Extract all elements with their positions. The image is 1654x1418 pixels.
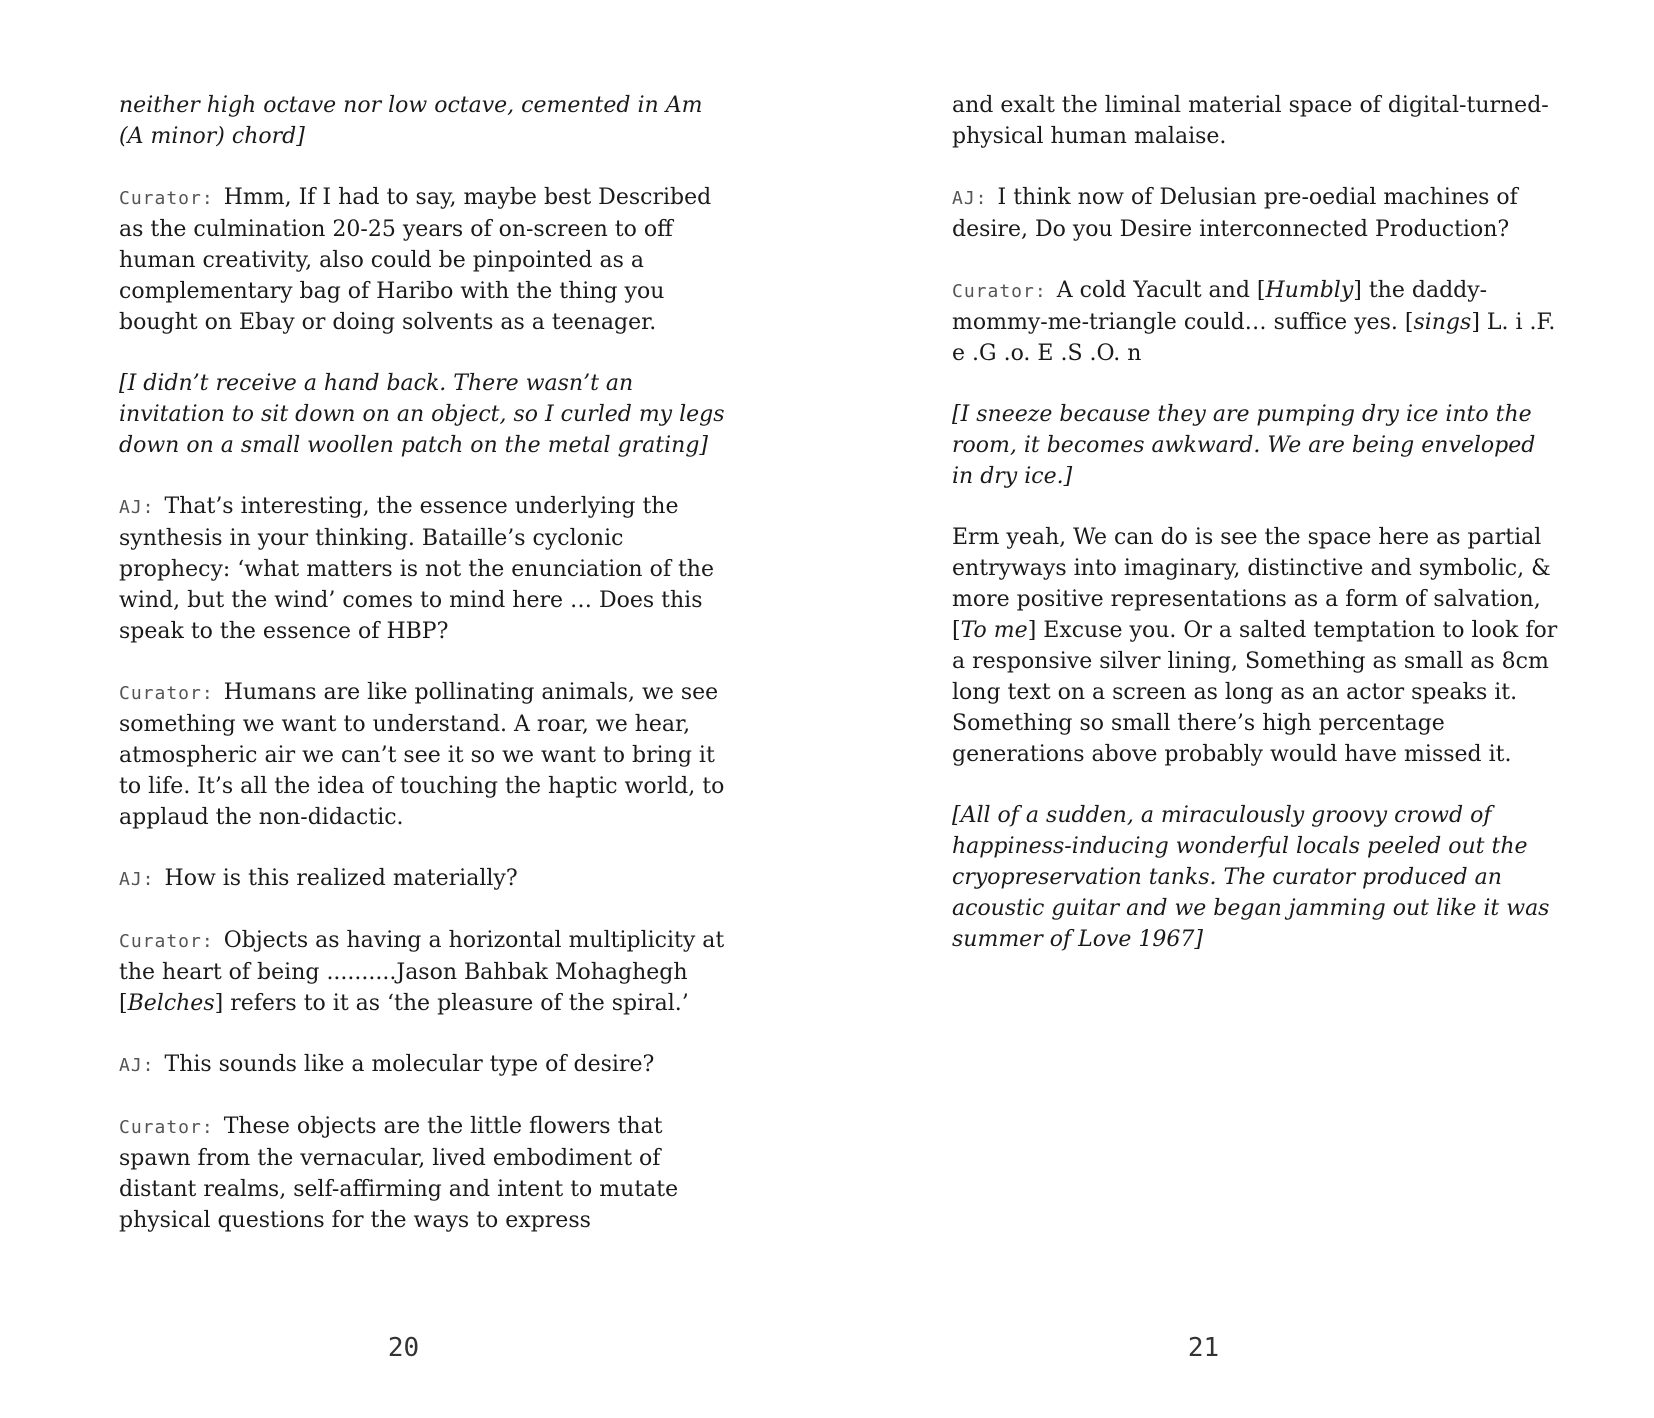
body-paragraph — [952, 522, 1562, 770]
speaker-label: Curator: — [119, 931, 214, 952]
dialogue-text: These objects are the little flowers that spawn from the vernacular, lived embodiment of distant realms, self-affirming and intent to mutate physical questions for the ways to express — [119, 1114, 679, 1233]
speaker-label: AJ: — [119, 869, 155, 890]
dialogue-italic: sings — [1413, 310, 1472, 335]
dialogue-text: Objects as having a horizontal multiplicity at the heart of being ..........Jason Bahbak Mohaghegh [ — [119, 928, 725, 1016]
dialogue-paragraph — [119, 182, 729, 338]
stage-direction: [I sneeze because they are pumping dry ice into the room, it becomes awkward. We are being enveloped in dry ice.] — [952, 402, 1536, 489]
speaker-label: Curator: — [119, 188, 214, 209]
dialogue-paragraph — [119, 1049, 729, 1081]
dialogue-text: ] the daddy-mommy-me-triangle could… suffice yes. [ — [952, 278, 1488, 335]
speaker-label: AJ: — [119, 497, 155, 518]
stage-direction: [All of a sudden, a miraculously groovy crowd of happiness-inducing wonderful locals peeled out the cryopreservation tanks. The curator produced an acoustic guitar and we began jamming out like it was summer of Love 1967] — [952, 803, 1550, 952]
dialogue-paragraph — [119, 863, 729, 895]
speaker-label: Curator: — [952, 281, 1047, 302]
dialogue-text: Hmm, If I had to say, maybe best Described as the culmination 20-25 years of on-screen to off human creativity, also could be pinpointed as a complementary bag of Haribo with the thing you bought on Ebay or doing solvents as a teenager. — [119, 185, 712, 335]
dialogue-text: That’s interesting, the essence underlying the synthesis in your thinking. Bataille’s cyclonic prophecy: ‘what matters is not the enunciation of the wind, but the wind’ comes to mind here … Does this speak to the essence of HBP? — [119, 494, 714, 644]
page-number: 21 — [1187, 1333, 1220, 1363]
dialogue-text: ] refers to it as ‘the pleasure of the spiral.’ — [214, 991, 689, 1016]
right-text-column — [952, 90, 1562, 955]
body-italic: To me — [960, 618, 1028, 643]
speaker-label: Curator: — [119, 683, 214, 704]
dialogue-paragraph — [119, 491, 729, 647]
dialogue-paragraph — [119, 1111, 729, 1236]
dialogue-paragraph — [119, 925, 729, 1019]
stage-direction: [I didn’t receive a hand back. There wasn’t an invitation to sit down on an object, so I curled my legs down on a small woollen patch on the metal grating] — [119, 371, 725, 458]
dialogue-italic: Belches — [127, 991, 215, 1016]
dialogue-text: Humans are like pollinating animals, we see something we want to understand. A roar, we hear, atmospheric air we can’t see it so we want to bring it to life. It’s all the idea of touching the haptic world, to applaud the non-didactic. — [119, 680, 725, 830]
page-number: 20 — [387, 1333, 420, 1363]
right-page — [827, 0, 1654, 1418]
dialogue-text: ] L. i .F. e .G .o. E .S .O. n — [952, 310, 1556, 366]
dialogue-text: How is this realized materially? — [164, 866, 518, 891]
dialogue-paragraph — [952, 182, 1562, 245]
speaker-label: Curator: — [119, 1117, 214, 1138]
dialogue-italic: Humbly — [1265, 278, 1354, 303]
stage-direction: neither high octave nor low octave, cemented in Am (A minor) chord] — [119, 93, 703, 149]
body-text: ] Excuse you. Or a salted temptation to look for a responsive silver lining, Something as small as 8cm long text on a screen as long as an actor speaks it. Something so small there’s high percentage generations above probably would have missed it. — [952, 618, 1558, 767]
dialogue-paragraph — [952, 275, 1562, 369]
body-text: Erm yeah, We can do is see the space here as partial entryways into imaginary, distinctive and symbolic, & more positive representations as a form of salvation, [ — [952, 525, 1551, 643]
speaker-label: AJ: — [952, 188, 988, 209]
dialogue-paragraph — [119, 677, 729, 833]
body-paragraph: and exalt the liminal material space of digital-turned-physical human malaise. — [952, 93, 1549, 149]
dialogue-text: A cold Yacult and [ — [1056, 278, 1266, 303]
speaker-label: AJ: — [119, 1055, 155, 1076]
dialogue-text: I think now of Delusian pre-oedial machines of desire, Do you Desire interconnected Production? — [952, 185, 1518, 242]
dialogue-text: This sounds like a molecular type of desire? — [164, 1052, 655, 1077]
left-text-column — [119, 90, 729, 1236]
